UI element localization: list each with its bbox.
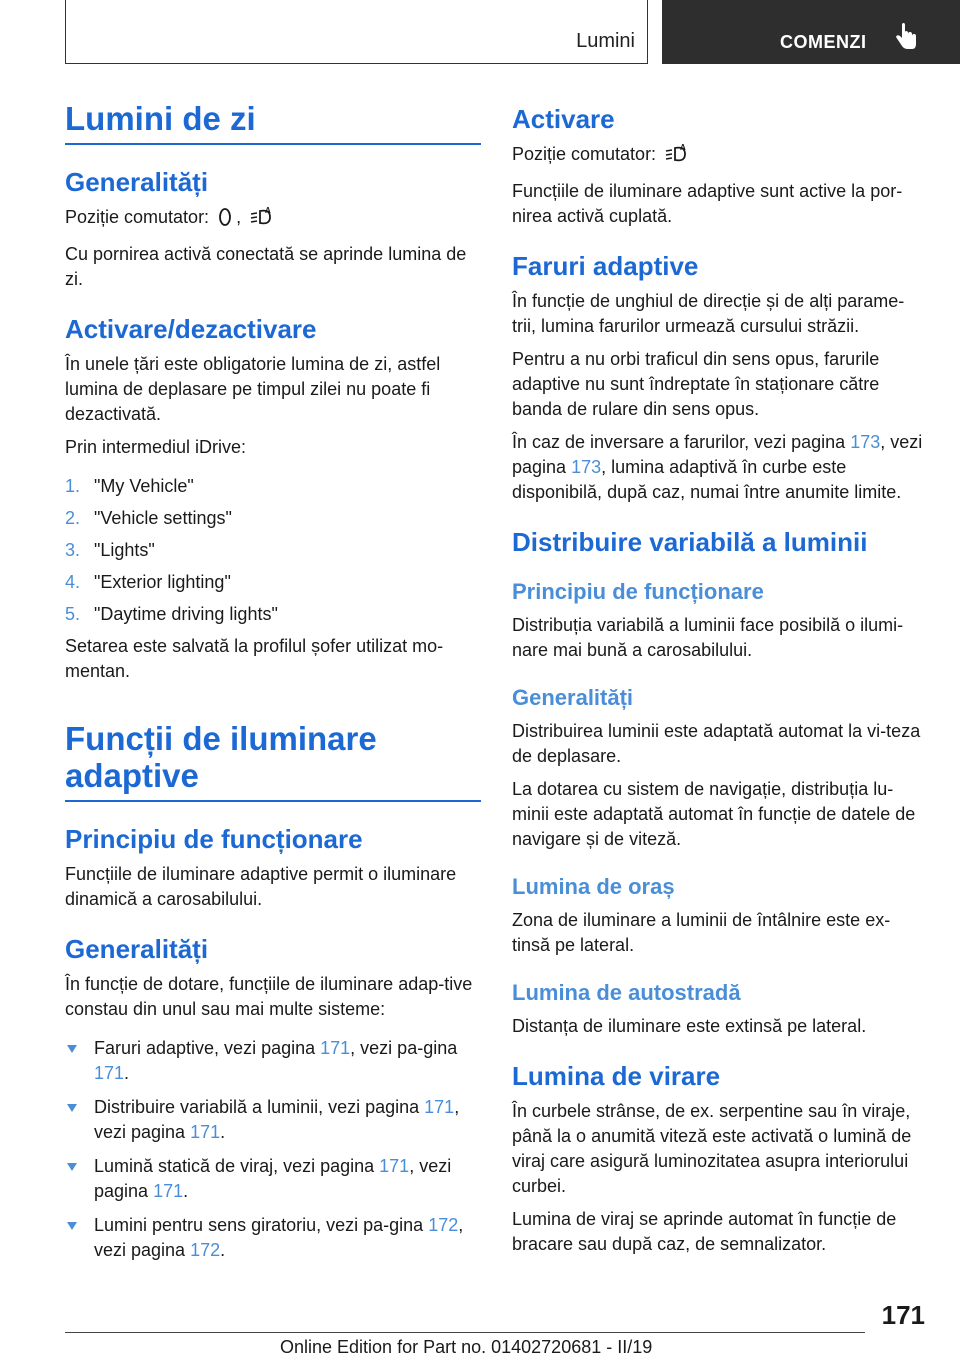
list-item: Faruri adaptive, vezi pagina 171, vezi pa-gina 171. [65,1036,481,1086]
idrive-steps [65,474,481,627]
auto-headlight-switch-icon [250,205,276,234]
list-item: Distribuire variabilă a luminii, vezi pagina 171, vezi pagina 171. [65,1095,481,1145]
heading-turning-light: Lumina de virare [512,1061,721,1091]
heading-principle-right: Principiu de funcționare [512,579,764,604]
page-link[interactable]: 172 [428,1215,459,1235]
turning-text-2: Lumina de viraj se aprinde automat în funcție de bracare sau după caz, de semnalizator. [512,1209,897,1254]
idrive-text: Prin intermediul iDrive: [65,437,247,457]
adaptive-text-3: În caz de inversare a farurilor, vezi pagina 173, vezi pagina 173, lumina adaptivă în curbe este disponibilă, după caz, numai între anumite limite. [512,432,923,502]
general-text-2: La dotarea cu sistem de navigație, distribuția lu-minii este adaptată automat în funcție de datele de navigare și de viteză. [512,779,916,849]
systems-list [65,1036,481,1263]
heading-activation-right: Activare [512,104,615,134]
heading-general: Generalități [65,167,209,197]
principle-text-right: Distribuția variabilă a luminii face posibilă o ilumi-nare mai bună a carosabilului. [512,615,904,660]
section-title: Lumini [576,30,635,52]
page-link[interactable]: 173 [850,432,881,452]
heading-adaptive-functions: Funcții de iluminare adaptive [65,720,481,802]
page-link[interactable]: 171 [379,1156,410,1176]
footer-divider [65,1332,865,1333]
highway-text: Distanța de iluminare este extinsă pe lateral. [512,1016,867,1036]
page-link[interactable]: 171 [153,1181,184,1201]
auto-headlight-switch-icon [665,142,691,171]
list-item: Lumină statică de viraj, vezi pagina 171, vezi pagina 171. [65,1154,481,1204]
heading-daylight: Lumini de zi [65,100,481,145]
page-link[interactable]: 171 [320,1038,351,1058]
right-column [512,104,928,1257]
general2-text: În funcție de dotare, funcțiile de iluminare adap-tive constau din unul sau mai multe sisteme: [65,974,473,1019]
general-text-1: Distribuirea luminii este adaptată automat la vi-teza de deplasare. [512,721,921,766]
svg-text:A: A [265,206,271,215]
header-box [65,0,648,64]
heading-general-2: Generalități [65,934,209,964]
activation-text: În unele țări este obligatorie lumina de zi, astfel lumina de deplasare pe timpul zilei nu poate fi dezactivată. [65,354,441,424]
heading-highway-light: Lumina de autostradă [512,980,741,1005]
list-item: 5. "Daytime driving lights" [65,604,278,624]
heading-activation: Activare/dezactivare [65,314,317,344]
page-number: 171 [881,1300,925,1330]
chapter-tab[interactable] [662,0,960,64]
list-item: Lumini pentru sens giratoriu, vezi pa-gina 172, vezi pagina 172. [65,1213,481,1263]
adaptive-text-2: Pentru a nu orbi traficul din sens opus, farurile adaptive nu sunt îndreptate în staționare către banda de rulare din sens opus. [512,349,880,419]
switch-label: Poziție comutator: [512,144,657,164]
adaptive-text-1: În funcție de unghiul de direcție și de alți parame-trii, lumina farurilor urmează cursului străzii. [512,291,905,336]
svg-text:A: A [680,143,686,152]
principle-text: Funcțiile de iluminare adaptive permit o iluminare dinamică a carosabilului. [65,864,457,909]
page-link[interactable]: 172 [190,1240,221,1260]
chapter-tab-label: COMENZI [780,32,867,52]
list-item: 3. "Lights" [65,540,155,560]
heading-city-light: Lumina de oraș [512,874,675,899]
page-link[interactable]: 173 [571,457,602,477]
page-link[interactable]: 171 [94,1063,125,1083]
heading-general-right: Generalități [512,685,634,710]
heading-adaptive-headlights: Faruri adaptive [512,251,699,281]
daylight-text: Cu pornirea activă conectată se aprinde lumina de zi. [65,244,467,289]
activation-text-right: Funcțiile de iluminare adaptive sunt active la por-nirea activă cuplată. [512,181,903,226]
city-text: Zona de iluminare a luminii de întâlnire este ex-tinsă pe lateral. [512,910,891,955]
switch-position [65,205,481,234]
switch-label: Poziție comutator: [65,207,210,227]
heading-variable-distribution: Distribuire variabilă a luminii [512,527,868,557]
left-column [65,100,481,1272]
daytime-light-switch-icon [218,207,232,234]
saved-text: Setarea este salvată la profilul șofer utilizat mo-mentan. [65,636,444,681]
turning-text-1: În curbele strânse, de ex. serpentine sau în viraje, până la o anumită viteză este activată o lumină de viraj care asigură luminozitatea asupra interiorului curbei. [512,1101,912,1196]
list-item: 2. "Vehicle settings" [65,508,232,528]
edition-text: Online Edition for Part no. 01402720681 - II/19 [280,1337,653,1357]
heading-principle: Principiu de funcționare [65,824,363,854]
page-link[interactable]: 171 [190,1122,221,1142]
hand-pointer-icon [894,22,918,57]
page-link[interactable]: 171 [424,1097,455,1117]
switch-position-right [512,142,928,171]
list-item: 1. "My Vehicle" [65,476,194,496]
list-item: 4. "Exterior lighting" [65,572,231,592]
switch-separator: , [236,207,242,227]
